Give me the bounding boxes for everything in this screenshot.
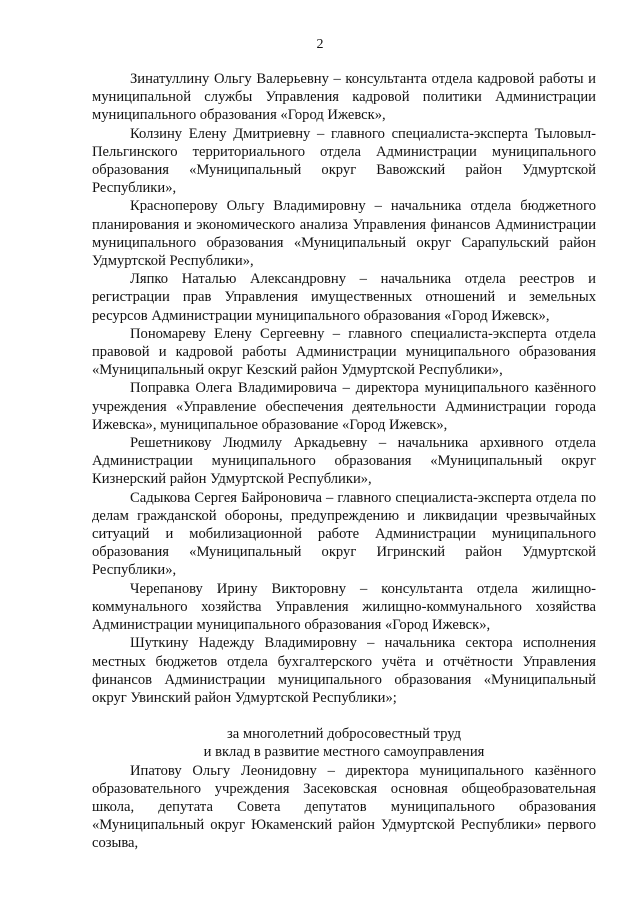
document-body xyxy=(92,70,596,853)
award-paragraph: Решетникову Людмилу Аркадьевну – начальника архивного отдела Администрации муниципального образования «Муниципальный округ Кизнерский район Удмуртской Республики», xyxy=(92,435,596,488)
section-heading-line-2: и вклад в развитие местного самоуправления xyxy=(203,744,485,761)
award-paragraph: Черепанову Ирину Викторовну – консультанта отдела жилищно-коммунального хозяйства Управления жилищно-коммунального хозяйства Администрации муниципального образования «Город Ижевск», xyxy=(92,580,596,634)
award-paragraph: Ипатову Ольгу Леонидовну – директора муниципального казённого образовательного учреждения Засековская основная общеобразовательная школа, депутата Совета депутатов муниципального образования «Муниципальный округ Юкаменский район Удмуртской Республики» первого созыва, xyxy=(92,762,596,852)
award-paragraph: Зинатуллину Ольгу Валерьевну – консультанта отдела кадровой работы и муниципальной службы Управления кадровой политики Администрации муниципального образования «Город Ижевск», xyxy=(92,71,596,124)
section-heading-line-1: за многолетний добросовестный труд xyxy=(226,726,462,743)
page-number: 2 xyxy=(316,37,324,52)
award-paragraph: Поправка Олега Владимировича – директора муниципального казённого учреждения «Управление обеспечения деятельности Администрации города Ижевска», муниципальное образование «Город Ижевск», xyxy=(92,380,596,433)
award-paragraph: Красноперову Ольгу Владимировну – начальника отдела бюджетного планирования и экономического анализа Управления финансов Администрации муниципального образования «Муниципальный округ Сарапульский район Удмуртской Республики», xyxy=(92,198,596,270)
award-paragraph: Колзину Елену Дмитриевну – главного специалиста-эксперта Тыловыл-Пельгинского территориального отдела Администрации муниципального образования «Муниципальный округ Вавожский район Удмуртской Республики», xyxy=(92,125,596,197)
award-paragraph: Ляпко Наталью Александровну – начальника отдела реестров и регистрации прав Управления имущественных отношений и земельных ресурсов Администрации муниципального образования «Город Ижевск», xyxy=(92,271,596,324)
section-heading xyxy=(92,725,596,761)
award-paragraph: Пономареву Елену Сергеевну – главного специалиста-эксперта отдела правовой и кадровой работы Администрации муниципального образования «Муниципальный округ Кезский район Удмуртской Республики», xyxy=(92,325,596,379)
award-paragraph: Садыкова Сергея Байроновича – главного специалиста-эксперта отдела по делам гражданской обороны, предупреждению и ликвидации чрезвычайных ситуаций и мобилизационной работе Администрации муниципального образования «Муниципальный округ Игринский район Удмуртской Республики», xyxy=(92,489,596,579)
award-paragraph: Шуткину Надежду Владимировну – начальника сектора исполнения местных бюджетов отдела бухгалтерского учёта и отчётности Управления финансов Администрации муниципального образования «Муниципальный округ Увинский район Удмуртской Республики»; xyxy=(92,635,596,706)
